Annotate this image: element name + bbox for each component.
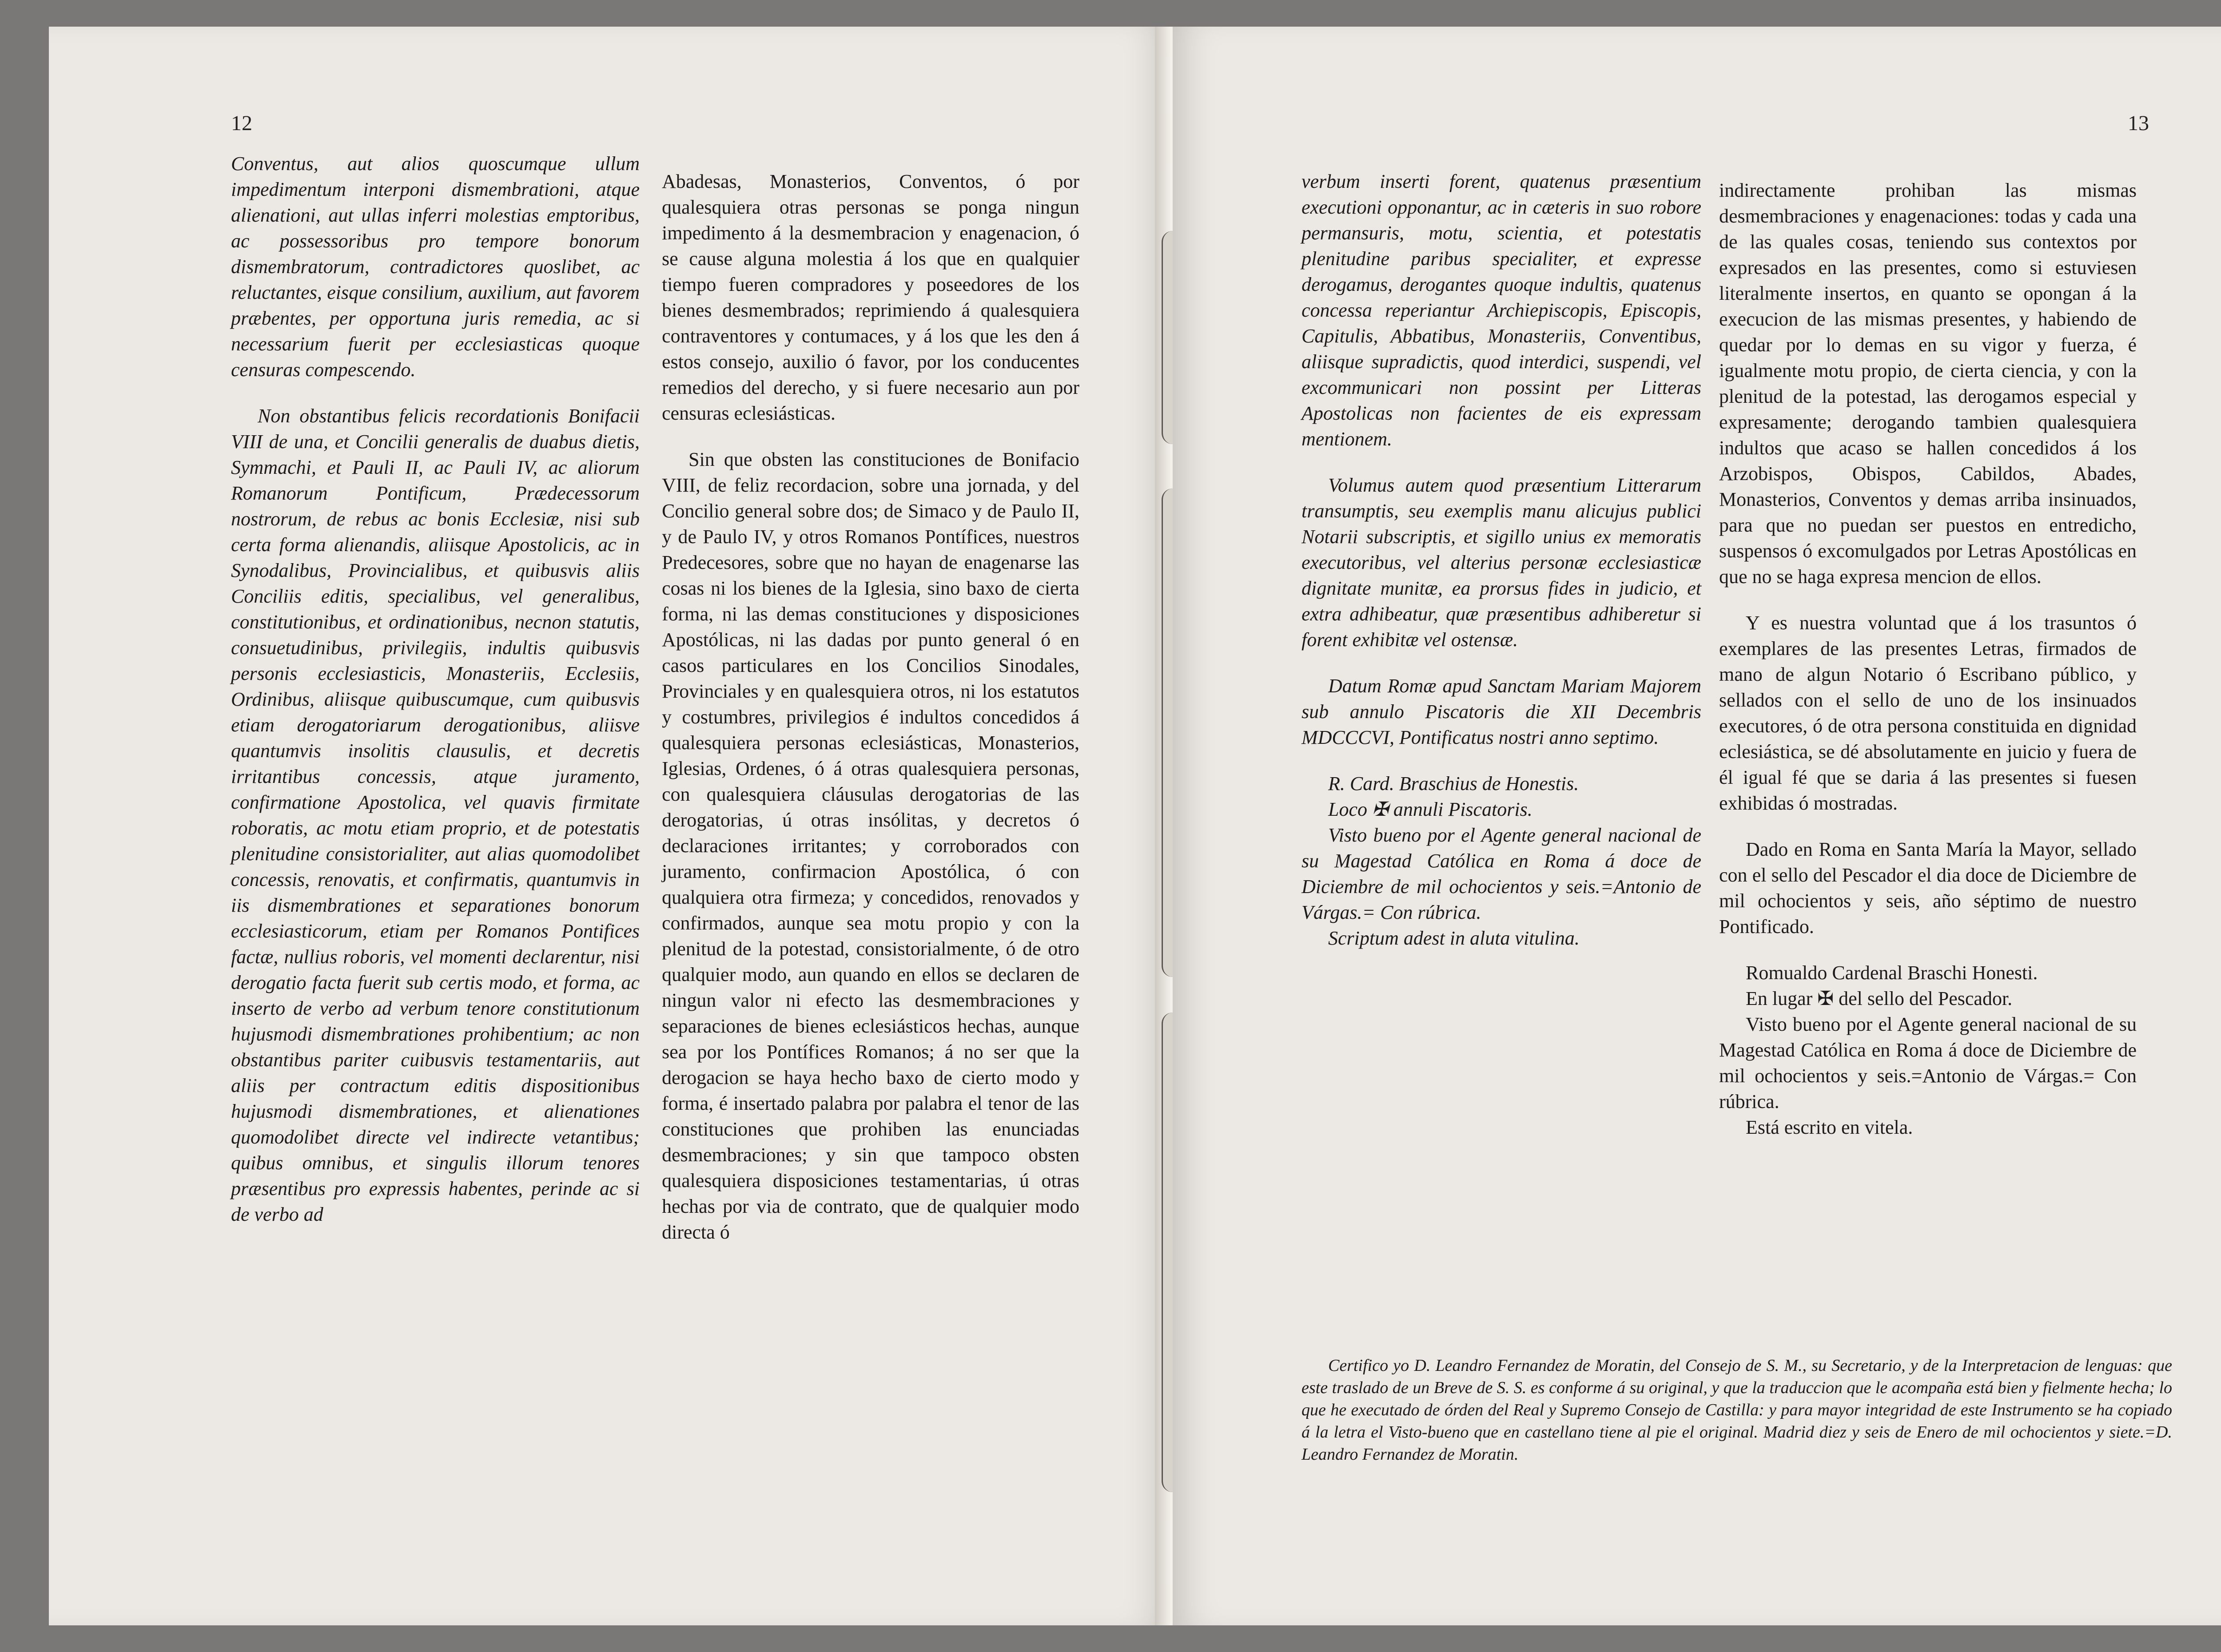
- left-latin-paragraph: Non obstantibus felicis recordationis Bonifacii VIII de una, et Concilii generalis de duabus dietis, Symmachi, et Pauli II, ac Pauli IV, ac aliorum Romanorum Pontificum, Prædecessorum nostrorum, de rebus ac bonis Ecclesiæ, nisi sub certa forma alienandis, aliisque Apostolicis, ac in Synodalibus, Provincialibus, et quibusvis aliis Conciliis editis, specialibus, vel generalibus, constitutionibus, et ordinationibus, necnon statutis, consuetudinibus, privilegiis, indultis quibusvis personis ecclesiasticis, Monasteriis, Ecclesiis, Ordinibus, aliisque quibuscumque, cum quibusvis etiam derogatoriarum derogationibus, aliisve quantumvis insolitis clausulis, et decretis irritantibus concessis, atque juramento, confirmatione Apostolica, vel quavis firmitate roboratis, ac motu etiam proprio, et de potestatis plenitudine consistorialiter, aut alias quomodolibet concessis, renovatis, et confirmatis, quantumvis in iis dismembrationes et separationes bonorum ecclesiasticorum, etiam per Romanos Pontifices factæ, nullius roboris, vel momenti declarentur, nisi derogatio facta fuerit sub certis modo, et forma, ac inserto de verbo ad verbum tenore constitutionum hujusmodi dismembrationes prohibentium; ac non obstantibus pariter cuibusvis testamentariis, aut aliis per contractum editis dispositionibus hujusmodi dismembrationes, et alienationes quomodolibet directe vel indirecte vetantibus; quibus omnibus, et singulis illorum tenores præsentibus pro expressis habentes, perinde ac si de verbo ad: [231, 405, 640, 1225]
- latin-visto-bueno: Visto bueno por el Agente general nacional de su Magestad Católica en Roma á doce de Diciembre de mil ochocientos y seis.=Antonio de Várgas.= Con rúbrica.: [1302, 824, 1701, 923]
- left-spanish-paragraph: Abadesas, Monasterios, Conventos, ó por qualesquiera otras personas se ponga ningun impedimento á la desmembracion y enagenacion, ó se cause alguna molestia á los que en qualquier tiempo fueren compradores y poseedores de los bienes desmembrados; reprimiendo á qualesquiera contraventores y contumaces, y á los que les den á estos consejo, auxilio ó favor, por los conducentes remedios del derecho, y si fuere necesario aun por censuras eclesiásticas.: [662, 171, 1079, 424]
- right-latin-paragraph: Volumus autem quod præsentium Litterarum transumptis, seu exemplis manu alicujus publici Notarii subscriptis, et sigillo unius ex memoratis executoribus, vel alterius personæ ecclesiasticæ dignitate munitæ, ea prorsus fides in judicio, et extra adhibeatur, quæ præsentibus adhiberetur si forent exhibitæ vel ostensæ.: [1302, 474, 1701, 651]
- page-number-right: 13: [2128, 111, 2149, 135]
- latin-vellum-note: Scriptum adest in aluta vitulina.: [1328, 927, 1580, 949]
- left-spanish-column: [662, 169, 1079, 1266]
- left-latin-paragraph: Conventus, aut alios quoscumque ullum impedimentum interponi dismembrationi, atque alienationi, aut ullas inferri molestias emptoribus, ac possessoribus pro tempore bonorum dismembratorum, contradictores quoslibet, ac reluctantes, eisque consilium, auxilium, aut favorem præbentes, per opportuna juris remedia, ac si necessarium fuerit per ecclesiasticas quoque censuras compescendo.: [231, 153, 640, 381]
- latin-signature: R. Card. Braschius de Honestis.: [1328, 773, 1579, 794]
- spanish-vellum-note: Está escrito en vitela.: [1746, 1116, 1913, 1138]
- latin-seal-note: Loco ✠ annuli Piscatoris.: [1328, 798, 1532, 820]
- spanish-visto-bueno: Visto bueno por el Agente general nacional de su Magestad Católica en Roma á doce de Diciembre de mil ochocientos y seis.=Antonio de Várgas.= Con rúbrica.: [1719, 1013, 2137, 1112]
- right-spanish-paragraph: Dado en Roma en Santa María la Mayor, sellado con el sello del Pescador el dia doce de Diciembre de mil ochocientos y seis, año séptimo de nuestro Pontificado.: [1719, 838, 2137, 937]
- right-spanish-paragraph: indirectamente prohiban las mismas desmembraciones y enagenaciones: todas y cada una de las quales cosas, teniendo sus contextos por expresados en las presentes, como si estuviesen literalmente insertos, en quanto se opongan á la execucion de las mismas presentes, y habiendo de quedar por lo demas en su vigor y fuerza, é igualmente motu propio, de cierta ciencia, y con la plenitud de la potestad, las derogamos especial y expresamente; derogando tambien qualesquiera indultos que acaso se hallen concedidos á los Arzobispos, Obispos, Cabildos, Abades, Monasterios, Conventos y demas arriba insinuados, para que no puedan ser puestos en entredicho, suspensos ó excomulgados por Letras Apostólicas en que no se haga expresa mencion de ellos.: [1719, 179, 2137, 588]
- left-spanish-paragraph: Sin que obsten las constituciones de Bonifacio VIII, de feliz recordacion, sobre una jornada, y del Concilio general sobre dos; de Simaco y de Paulo II, y de Paulo IV, y otros Romanos Pontífices, nuestros Predecesores, sobre que no hayan de enagenarse las cosas ni los bienes de la Iglesia, sino baxo de cierta forma, ni las demas constituciones y disposiciones Apostólicas, ni las dadas por punto general ó en casos particulares en los Concilios Sinodales, Provinciales y en qualesquiera otros, ni los estatutos y costumbres, privilegios é indultos concedidos á qualesquiera personas eclesiásticas, Monasterios, Iglesias, Ordenes, ó á otras qualesquiera personas, con qualesquiera cláusulas derogatorias de las derogatorias, ú otras insólitas, y decretos ó declaraciones irritantes; y corroborados con juramento, confirmacion Apostólica, ó con qualquiera otra firmeza; y concedidos, renovados y confirmados, aunque sea motu propio y con la plenitud de la potestad, consistorialmente, ó de otro qualquier modo, aun quando en ellos se declaren de ningun valor ni efecto las desmembraciones y separaciones de bienes eclesiásticos hechas, aunque sea por los Pontífices Romanos; á no ser que la derogacion se haya hecho baxo de cierto modo y forma, é insertado palabra por palabra el tenor de las constituciones que prohiben las enunciadas desmembraciones; y sin que tampoco obsten qualesquiera disposiciones testamentarias, ú otras hechas por via de contrato, que de qualquier modo directa ó: [662, 449, 1079, 1243]
- translator-certification: Certifico yo D. Leandro Fernandez de Moratin, del Consejo de S. M., su Secretario, y de la Interpretacion de lenguas: que este traslado de un Breve de S. S. es conforme á su original, y que la traduccion que le acompaña está bien y fielmente hecha; lo que he executado de órden del Real y Supremo Consejo de Castilla: y para mayor integridad de este Instrumento se ha copiado á la letra el Visto-bueno que en castellano tiene al pie el original. Madrid diez y seis de Enero de mil ochocientos y siete.=D. Leandro Fernandez de Moratin.: [1302, 1356, 2172, 1464]
- right-latin-paragraph: verbum inserti forent, quatenus præsentium executioni opponantur, ac in cæteris in suo robore permansuris, motu, scientia, et potestatis plenitudine paribus specialiter, et expresse derogamus, derogantes quoque indultis, quatenus concessa reperiantur Archiepiscopis, Episcopis, Capitulis, Abbatibus, Monasteriis, Conventibus, aliisque supradictis, quod interdici, suspendi, vel excommunicari non possint per Litteras Apostolicas non facientes de eis expressam mentionem.: [1302, 171, 1701, 450]
- right-latin-paragraph: Datum Romæ apud Sanctam Mariam Majorem sub annulo Piscatoris die XII Decembris MDCCCVI, Pontificatus nostri anno septimo.: [1302, 675, 1701, 748]
- page-number-left: 12: [231, 111, 252, 135]
- left-latin-column: [231, 151, 640, 1248]
- right-spanish-column: [1719, 178, 2137, 1161]
- right-latin-column: [1302, 169, 1701, 972]
- right-spanish-paragraph: Y es nuestra voluntad que á los trasuntos ó exemplares de las presentes Letras, firmados de mano de algun Notario ó Escribano público, y sellados con el sello de uno de los insinuados executores, ó de otra persona constituida en dignidad eclesiástica, se dé absolutamente en juicio y fuera de él igual fé que se daria á las presentes si fuesen exhibidas ó mostradas.: [1719, 612, 2137, 814]
- spanish-seal-note: En lugar ✠ del sello del Pescador.: [1746, 988, 2013, 1009]
- spanish-signature: Romualdo Cardenal Braschi Honesti.: [1746, 962, 2038, 984]
